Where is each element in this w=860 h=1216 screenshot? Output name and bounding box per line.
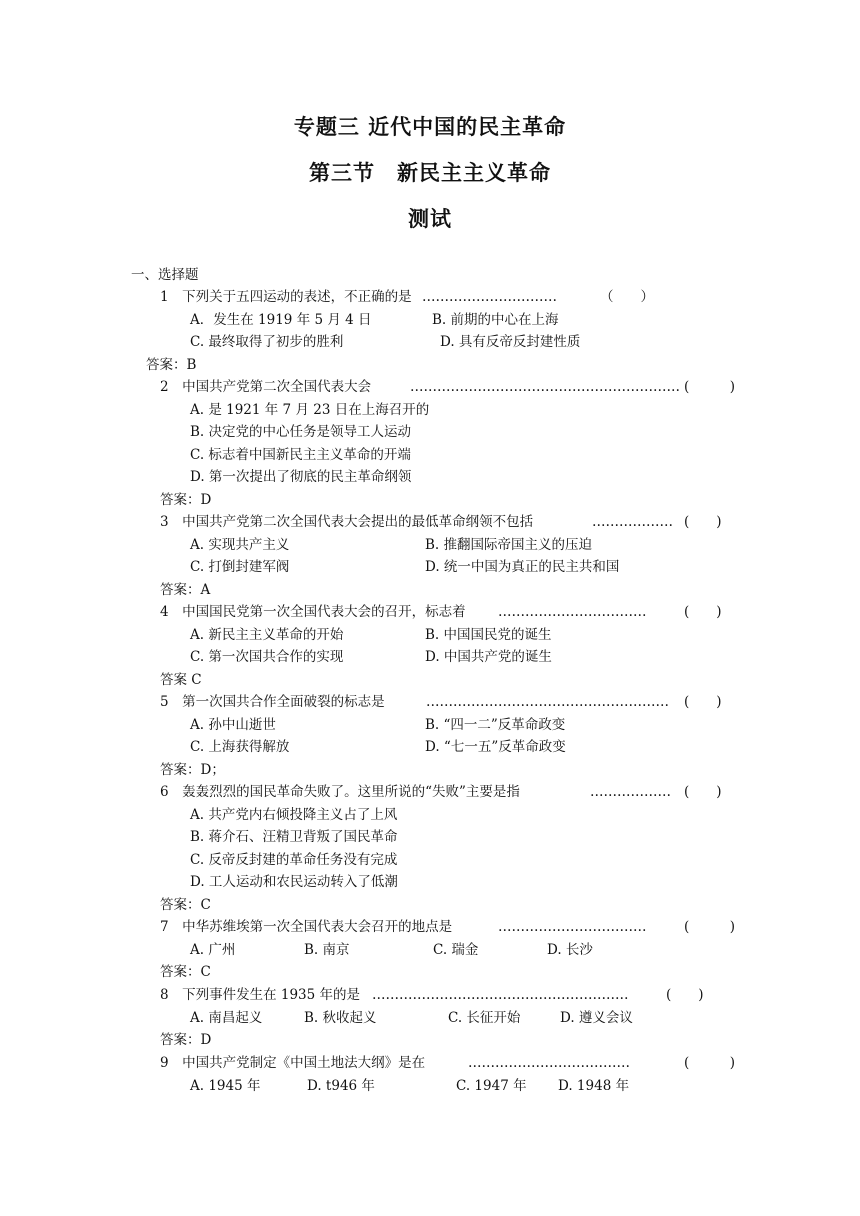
option: A. 新民主主义革命的开始	[190, 627, 344, 643]
question-stem: 4 中国国民党第一次全国代表大会的召开，标志着	[160, 604, 466, 620]
answer-line: 答案：B	[146, 357, 197, 373]
option: B. “四一二”反革命政变	[425, 717, 566, 733]
option: C. 1947 年	[456, 1078, 527, 1094]
option: D. 遵义会议	[560, 1010, 633, 1026]
dot-leader: ……………………………	[498, 604, 647, 620]
dot-leader: ………………	[592, 514, 673, 530]
option: C. 长征开始	[448, 1010, 521, 1026]
answer-line: 答案 C	[160, 672, 202, 688]
question-stem: 1 下列关于五四运动的表述，不正确的是	[160, 289, 412, 305]
option: A. 广州	[190, 942, 236, 958]
answer-paren: ( )	[684, 604, 722, 620]
option: B. 南京	[304, 942, 350, 958]
question-stem: 7 中华苏维埃第一次全国代表大会召开的地点是	[160, 919, 453, 935]
option: D. 中国共产党的诞生	[425, 649, 552, 665]
option: B. 秋收起义	[304, 1010, 377, 1026]
option: B. 中国国民党的诞生	[425, 627, 552, 643]
option: A. 1945 年	[190, 1078, 261, 1094]
dot-leader: ………………	[590, 784, 671, 800]
dot-leader: ……………………………	[498, 919, 647, 935]
question-stem: 6 轰轰烈烈的国民革命失败了。这里所说的“失败”主要是指	[160, 784, 520, 800]
answer-line: 答案：D	[160, 1032, 212, 1048]
option: B. 前期的中心在上海	[432, 312, 559, 328]
option: D. 统一中国为真正的民主共和国	[425, 559, 620, 575]
answer-line: 答案：A	[160, 582, 211, 598]
option: C. 反帝反封建的革命任务没有完成	[190, 852, 398, 868]
option: B. 推翻国际帝国主义的压迫	[425, 537, 593, 553]
question-stem: 5 第一次国共合作全面破裂的标志是	[160, 694, 385, 710]
answer-paren: ( )	[684, 919, 736, 935]
option: D. t946 年	[307, 1078, 375, 1094]
option: C. 上海获得解放	[190, 739, 290, 755]
section-heading: 一、选择题	[131, 267, 199, 283]
dot-leader: ………………………………………………	[426, 694, 669, 710]
option: D. 具有反帝反封建性质	[440, 334, 581, 350]
option: D. 长沙	[547, 942, 593, 958]
option: D. 工人运动和农民运动转入了低潮	[190, 874, 398, 890]
dot-leader: ……………………………………………………	[410, 379, 680, 395]
option: C. 标志着中国新民主主义革命的开端	[190, 447, 411, 463]
option: D. 1948 年	[558, 1078, 630, 1094]
answer-paren: ( )	[684, 784, 722, 800]
question-stem: 8 下列事件发生在 1935 年的是	[160, 987, 361, 1003]
option: D. 第一次提出了彻底的民主革命纲领	[190, 469, 412, 485]
option: A．发生在 1919 年 5 月 4 日	[190, 312, 372, 328]
answer-paren: ( )	[666, 987, 704, 1003]
option: B. 蒋介石、汪精卫背叛了国民革命	[190, 829, 398, 845]
option: A. 孙中山逝世	[190, 717, 276, 733]
answer-line: 答案：C	[160, 897, 211, 913]
question-stem: 3 中国共产党第二次全国代表大会提出的最低革命纲领不包括	[160, 514, 534, 530]
answer-line: 答案：C	[160, 964, 211, 980]
option: C. 打倒封建军阀	[190, 559, 290, 575]
answer-line: 答案：D	[160, 492, 212, 508]
option: A. 共产党内右倾投降主义占了上风	[190, 807, 398, 823]
dot-leader: …………………………………………………	[372, 987, 629, 1003]
option: A. 实现共产主义	[190, 537, 290, 553]
document-title: 专题三 近代中国的民主革命	[293, 115, 567, 139]
test-title: 测试	[408, 207, 452, 231]
answer-paren: ( )	[684, 514, 722, 530]
option: A. 南昌起义	[190, 1010, 263, 1026]
answer-paren: ( )	[684, 1055, 736, 1071]
option: C. 最终取得了初步的胜利	[190, 334, 344, 350]
section-title: 第三节 新民主主义革命	[309, 161, 551, 185]
dot-leader: …………………………	[422, 289, 557, 305]
question-stem: 9 中国共产党制定《中国土地法大纲》是在	[160, 1055, 426, 1071]
answer-paren: ( )	[684, 379, 736, 395]
answer-paren: ( )	[684, 694, 722, 710]
option: C. 瑞金	[433, 942, 479, 958]
option: C. 第一次国共合作的实现	[190, 649, 344, 665]
question-stem: 2 中国共产党第二次全国代表大会	[160, 379, 372, 395]
option: D. “七一五”反革命政变	[425, 739, 566, 755]
option: A. 是 1921 年 7 月 23 日在上海召开的	[190, 402, 430, 418]
answer-line: 答案：D；	[160, 762, 225, 778]
dot-leader: ………………………………	[468, 1055, 630, 1071]
answer-paren: （ ）	[600, 289, 654, 305]
option: B. 决定党的中心任务是领导工人运动	[190, 424, 412, 440]
